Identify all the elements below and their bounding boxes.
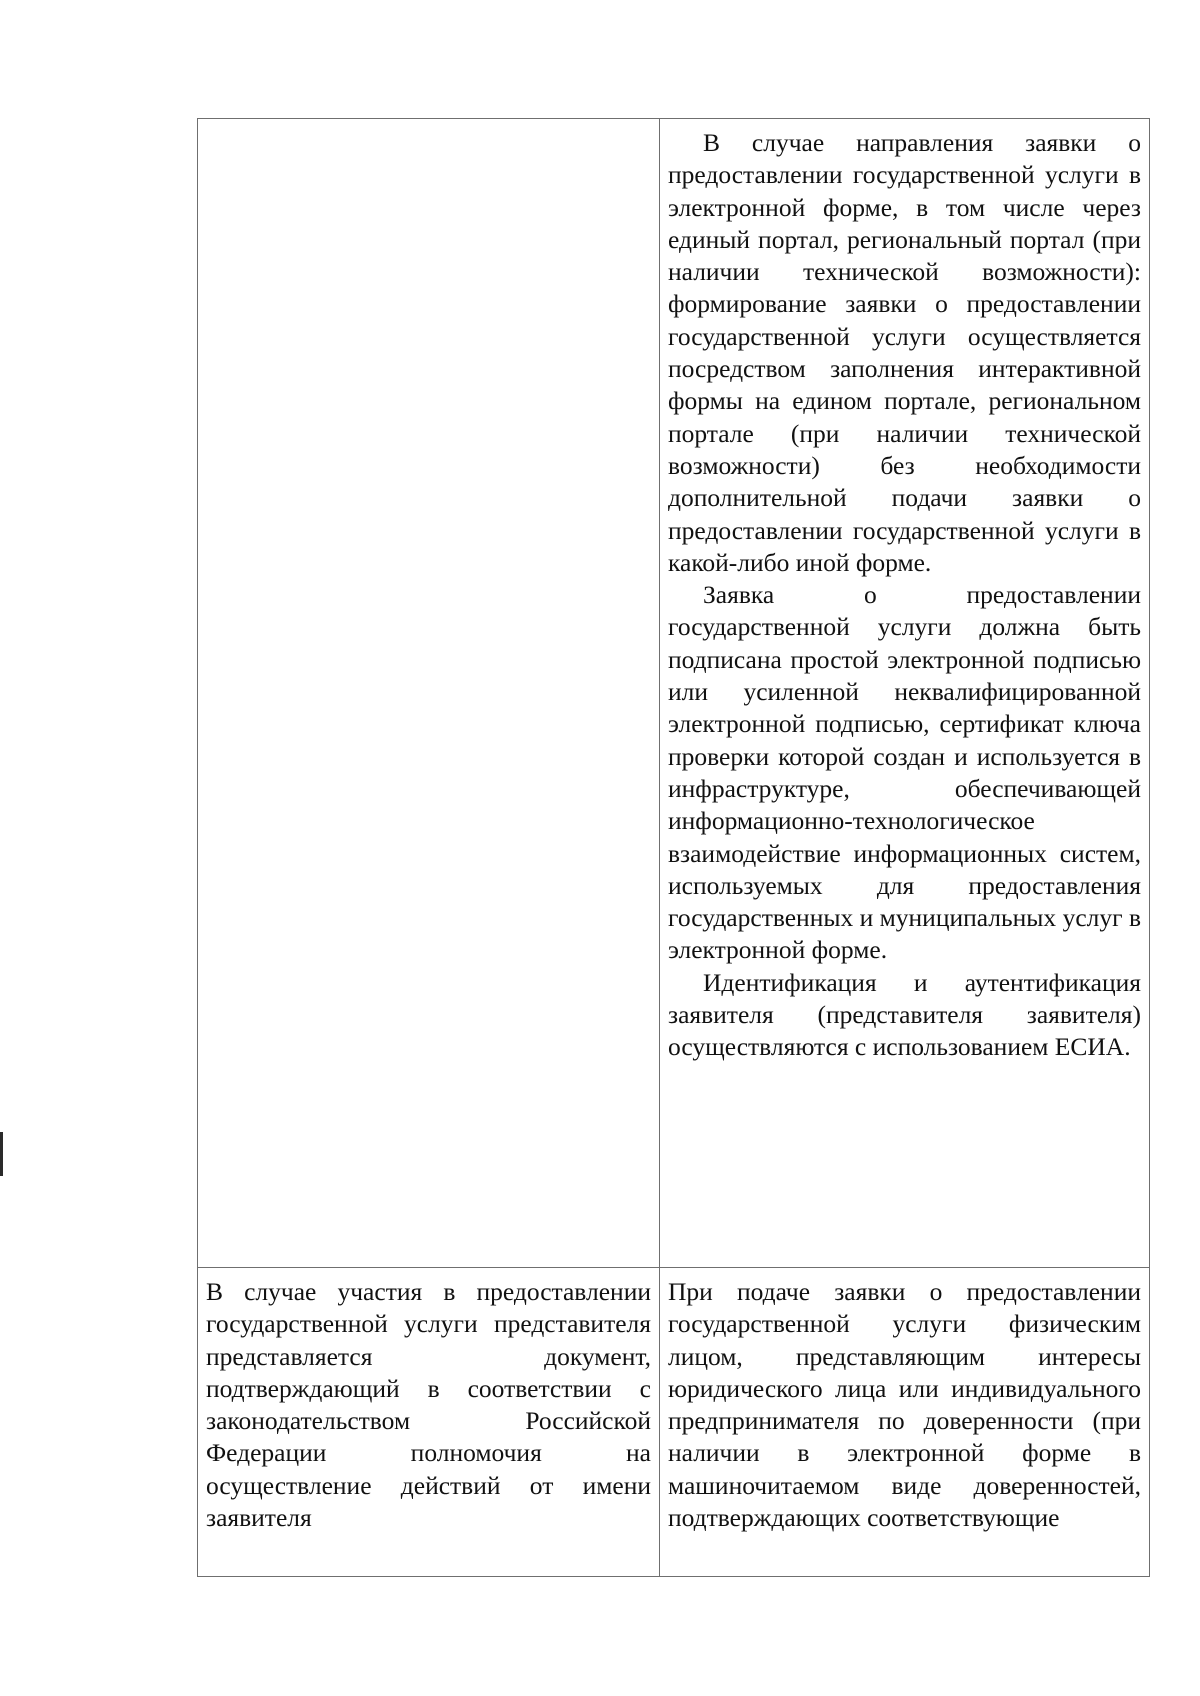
scan-artifact-mark xyxy=(0,1132,3,1176)
paragraph-identification-esia: Идентификация и аутентификация заявителя (представителя заявителя) осуществляются с использованием ЕСИА. xyxy=(668,967,1141,1062)
paragraph-power-of-attorney: При подаче заявки о предоставлении государственной услуги физическим лицом, представляющим интересы юридического лица или индивидуального предпринимателя по доверенности (при наличии в электронной форме в машиночитаемом виде доверенностей, подтверждающих соответствующие xyxy=(668,1277,1141,1533)
table-row xyxy=(198,1268,1150,1577)
table-cell-left-empty xyxy=(198,119,660,1268)
table-row xyxy=(198,119,1150,1268)
table-cell-right xyxy=(660,1268,1150,1577)
paragraph-electronic-submission: В случае направления заявки о предоставлении государственной услуги в электронной форме, в том числе через единый портал, региональный портал (при наличии технической возможности): формирование заявки о предоставлении государственной услуги осуществляется посредством заполнения интерактивной формы на едином портале, региональном портале (при наличии технической возможности) без необходимости дополнительной подачи заявки о предоставлении государственной услуги в какой-либо иной форме. xyxy=(668,128,1141,577)
table-cell-right xyxy=(660,119,1150,1268)
table-cell-left xyxy=(198,1268,660,1577)
paragraph-signature-requirement: Заявка о предоставлении государственной услуги должна быть подписана простой электронной подписью или усиленной неквалифицированной электронной подписью, сертификат ключа проверки которой создан и используется в инфраструктуре, обеспечивающей информационно-технологическое взаимодействие информационных систем, используемых для предоставления государственных и муниципальных услуг в электронной форме. xyxy=(668,580,1141,965)
paragraph-representative-document: В случае участия в предоставлении государственной услуги представителя представляется документ, подтверждающий в соответствии с законодательством Российской Федерации полномочия на осуществление действий от имени заявителя xyxy=(206,1277,651,1533)
requirements-table xyxy=(197,118,1150,1577)
